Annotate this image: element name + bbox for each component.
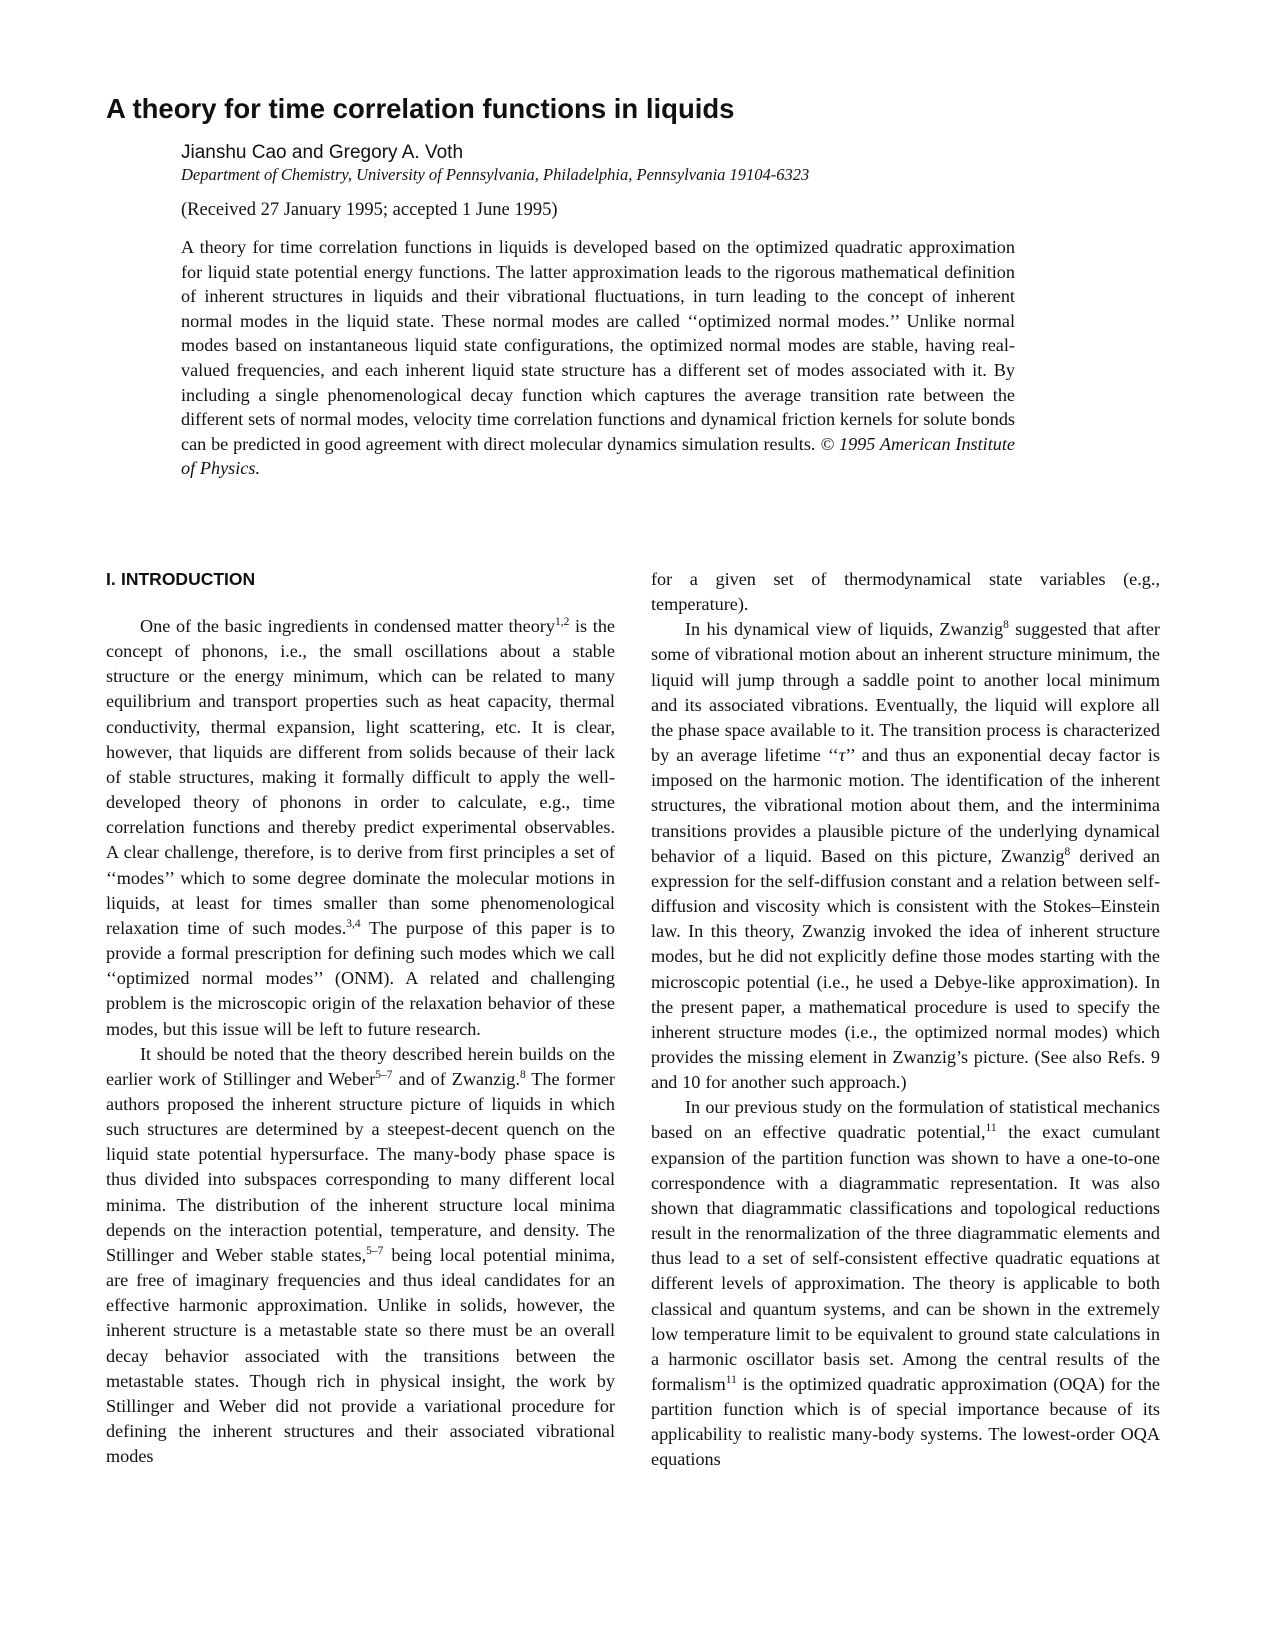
paragraph-text: In his dynamical view of liquids, Zwanzig (685, 619, 1004, 640)
paragraph-text: The purpose of this paper is to provide a formal prescription for defining such modes which we call ‘‘optimized normal modes’’ (ONM). A related and challenging problem is the microscopic origin of the relaxation behavior of these modes, but this issue will be left to future research. (106, 917, 615, 1039)
paragraph-text: One of the basic ingredients in condensed matter theory (140, 616, 555, 636)
left-column (106, 568, 615, 1469)
citation-ref: 8 (1003, 619, 1009, 632)
citation-ref: 5–7 (375, 1068, 393, 1081)
paragraph-text: is the concept of phonons, i.e., the small oscillations about a stable structure or the energy minimum, which can be related to many equilibrium and transport properties such as heat capacity, thermal conductivity, thermal expansion, light scattering, etc. It is clear, however, that liquids are different from solids because of their lack of stable structures, making it formally difficult to apply the well-developed theory of phonons in order to calculate, e.g., time correlation functions and thereby predict experimental observables. A clear challenge, therefore, is to derive from first principles a set of ‘‘modes’’ which to some degree dominate the molecular motions in liquids, at least for times smaller than some phenomenological relaxation time of such modes. (106, 616, 615, 938)
citation-ref: 5–7 (366, 1244, 384, 1257)
citation-ref: 8 (519, 1068, 526, 1081)
citation-ref: 8 (1064, 845, 1071, 858)
abstract-text: A theory for time correlation functions in liquids is developed based on the optimized quadratic approximation for liquid state potential energy functions. The latter approximation leads to the rigorous mathematical definition of inherent structures in liquids and their vibrational fluctuations, in turn leading to the concept of inherent normal modes in the liquid state. These normal modes are called ‘‘optimized normal modes.’’ Unlike normal modes based on instantaneous liquid state configurations, the optimized normal modes are stable, having real-valued frequencies, and each inherent liquid state structure has a different set of modes associated with it. By including a single phenomenological decay function which captures the average transition rate between the different sets of normal modes, velocity time correlation functions and dynamical friction kernels for solute bonds can be predicted in good agreement with direct molecular dynamics simulation results. (181, 237, 1015, 454)
paragraph-text: derived an expression for the self-diffusion constant and a relation between self-diffusion and viscosity which is consistent with the Stokes–Einstein law. In this theory, Zwanzig invoked the idea of inherent structure modes, but he did not explicitly define those modes starting with the microscopic potential (i.e., he used a Debye-like approximation). In the present paper, a mathematical procedure is used to specify the inherent structure modes (i.e., the optimized normal modes) which provides the missing element in Zwanzig’s picture. (See also Refs. 9 and 10 for another such approach.) (651, 845, 1160, 1093)
paragraph-text: and of Zwanzig. (392, 1068, 520, 1089)
paragraph-text: suggested that after some of vibrational motion about an inherent structure minimum, the liquid will jump through a saddle point to another local minimum and its associated vibrations. Eventually, the liquid will explore all the phase space available to it. The transition process is characterized by an average lifetime ‘‘ (651, 619, 1160, 766)
paragraph-text: the exact cumulant expansion of the partition function was shown to have a one-to-one correspondence with a diagrammatic representation. It was also shown that diagrammatic classifications and topological reductions result in the renormalization of the three diagrammatic elements and thus lead to a set of self-consistent effective quadratic equations at different levels of approximation. The theory is applicable to both classical and quantum systems, and can be shown in the extremely low temperature limit to be equivalent to ground state calculations in a harmonic oscillator basis set. Among the central results of the formalism (651, 1122, 1161, 1394)
paper-authors: Jianshu Cao and Gregory A. Voth (181, 142, 464, 163)
paragraph-text: ’’ and thus an exponential decay factor is imposed on the harmonic motion. The identification of the inherent structures, the vibrational motion about them, and the interminima transitions provides a plausible picture of the underlying dynamical behavior of a liquid. Based on this picture, Zwanzig (651, 745, 1161, 866)
received-dates: (Received 27 January 1995; accepted 1 June 1995) (181, 200, 558, 220)
intro-paragraph-1 (106, 614, 615, 1042)
author-affiliation: Department of Chemistry, University of Pennsylvania, Philadelphia, Pennsylvania 19104-6323 (181, 165, 810, 184)
intro-paragraph-4 (651, 1095, 1160, 1472)
right-column (651, 567, 1160, 1473)
paragraph-text: is the optimized quadratic approximation (OQA) for the partition function which is of special importance because of its applicability to realistic many-body systems. The lowest-order OQA equations (651, 1374, 1160, 1470)
citation-ref: 3,4 (346, 917, 361, 930)
paragraph-text: In our previous study on the formulation of statistical mechanics based on an effective quadratic potential, (651, 1097, 1160, 1143)
paragraph-text: being local potential minima, are free of imaginary frequencies and thus ideal candidates for an effective harmonic approximation. Unlike in solids, however, the inherent structure is a metastable state so there must be an overall decay behavior associated with the transitions between the metastable states. Though rich in physical insight, the work by Stillinger and Weber did not provide a variational procedure for defining the inherent structures and their associated vibrational modes (106, 1244, 615, 1467)
intro-paragraph-continuation: for a given set of thermodynamical state variables (e.g., temperature). (651, 569, 1160, 615)
abstract (181, 235, 1015, 481)
paragraph-text: It should be noted that the theory described herein builds on the earlier work of Stillinger and Weber (106, 1043, 615, 1089)
section-heading: I. INTRODUCTION (106, 569, 256, 589)
copyright-notice: © 1995 American Institute of Physics. (181, 433, 1016, 479)
tau-symbol: τ (838, 745, 846, 766)
citation-ref: 11 (985, 1122, 997, 1135)
citation-ref: 1,2 (554, 616, 570, 628)
intro-paragraph-2 (106, 1042, 615, 1470)
intro-paragraph-3 (651, 617, 1160, 1095)
paper-title: A theory for time correlation functions in liquids (106, 93, 735, 124)
paragraph-text: The former authors proposed the inherent structure picture of liquids in which such structures are determined by a steepest-decent quench on the liquid state potential hypersurface. The many-body phase space is thus divided into subspaces corresponding to many different local minima. The distribution of the inherent structure local minima depends on the interaction potential, temperature, and density. The Stillinger and Weber stable states, (106, 1068, 615, 1265)
citation-ref: 11 (725, 1374, 737, 1386)
